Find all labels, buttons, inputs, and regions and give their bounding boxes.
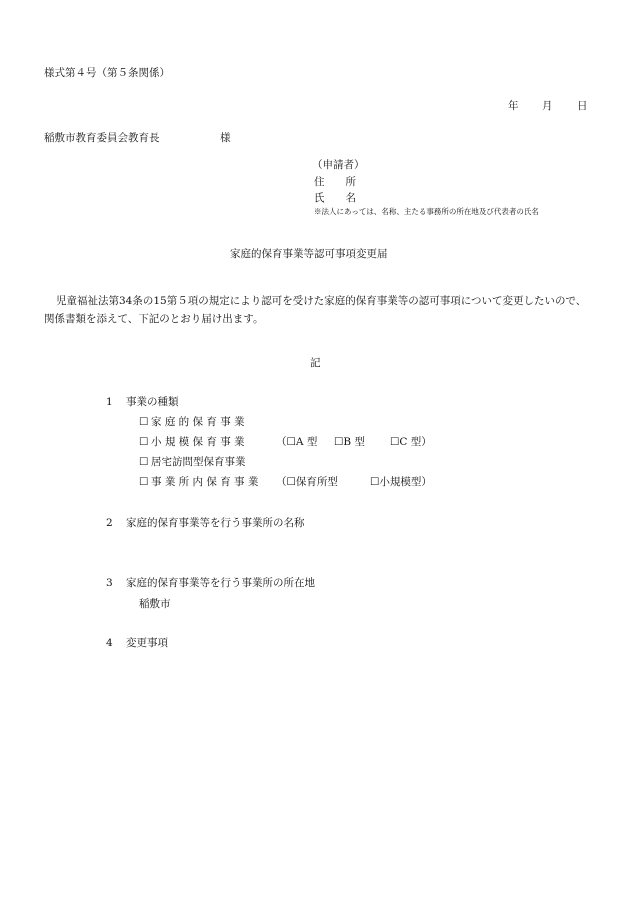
option-workplace-checkbox[interactable]: ☐ — [139, 476, 149, 488]
document-title: 家庭的保育事業等認可事項変更届 — [230, 248, 388, 260]
option-family-label: 家 庭 的 保 育 事 業 — [151, 416, 245, 428]
applicant-address-label: 住 所 — [314, 176, 356, 188]
item-1-number: 1 — [106, 396, 113, 408]
date-year: 年 — [508, 100, 519, 112]
option-family-checkbox[interactable]: ☐ — [139, 416, 149, 428]
date-day: 日 — [577, 100, 588, 112]
date-month: 月 — [542, 100, 553, 112]
item-1-label: 事業の種類 — [126, 396, 179, 408]
item-4-number: 4 — [106, 637, 113, 649]
item-3-value: 稲敷市 — [139, 598, 171, 610]
option-small-scale-checkbox[interactable]: ☐ — [139, 436, 149, 448]
item-4-label: 変更事項 — [126, 637, 168, 649]
small-scale-type-c[interactable]: ☐C 型） — [390, 436, 432, 448]
item-2-number: 2 — [106, 517, 113, 529]
form-number: 様式第４号（第５条関係） — [44, 67, 170, 79]
small-scale-type-a[interactable]: （☐A 型 — [276, 436, 318, 448]
body-paragraph: 児童福祉法第34条の15第５項の規定により認可を受けた家庭的保育事業等の認可事項について変更したいので、関係書類を添えて、下記のとおり届け出ます。 — [44, 295, 587, 325]
workplace-type-nursery[interactable]: （☐保育所型 — [276, 476, 338, 488]
ki-label: 記 — [310, 357, 321, 369]
option-small-scale-label: 小 規 模 保 育 事 業 — [151, 436, 245, 448]
option-workplace-label: 事 業 所 内 保 育 事 業 — [151, 476, 259, 488]
applicant-note: ※法人にあっては、名称、主たる事務所の所在地及び代表者の氏名 — [314, 207, 539, 216]
item-3-number: 3 — [106, 577, 113, 589]
small-scale-type-b[interactable]: ☐B 型 — [334, 436, 365, 448]
workplace-type-small[interactable]: ☐小規模型） — [370, 476, 432, 488]
item-2-label: 家庭的保育事業等を行う事業所の名称 — [126, 517, 305, 529]
option-home-visit-label: 居宅訪問型保育事業 — [151, 456, 246, 468]
option-home-visit-checkbox[interactable]: ☐ — [139, 456, 149, 468]
applicant-name-label: 氏 名 — [314, 192, 356, 204]
applicant-heading: （申請者） — [312, 159, 365, 171]
item-3-label: 家庭的保育事業等を行う事業所の所在地 — [126, 577, 315, 589]
addressee-name: 稲敷市教育委員会教育長 — [44, 132, 160, 144]
addressee-honorific: 様 — [220, 132, 231, 144]
